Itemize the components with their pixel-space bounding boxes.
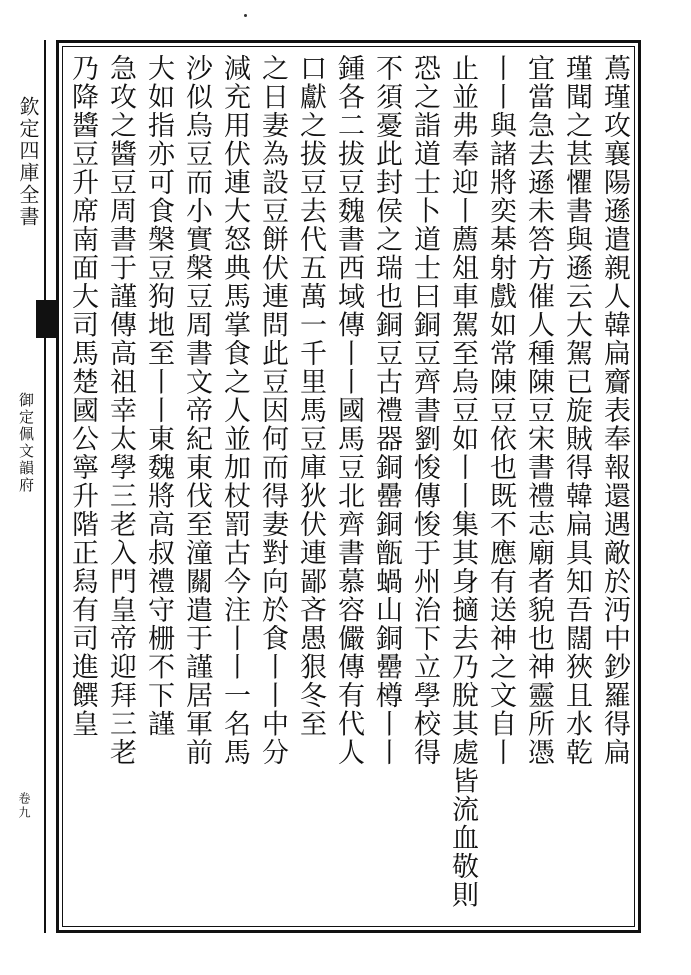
book-title: 欽定四庫全書 xyxy=(16,96,40,228)
text-column-15: 乃降醬豆升席南面大司馬楚國公寧升階正舄有司進饌皇 xyxy=(67,54,98,738)
text-columns xyxy=(67,54,632,924)
text-column-8: 鍾各二拔豆魏書西域傳丨丨國馬豆北齊書慕容儼傳有代人 xyxy=(333,54,364,767)
page-gutter xyxy=(0,40,56,933)
fishtail-marker xyxy=(36,300,56,338)
text-column-10: 之日妻為設豆餅伏連問此豆因何而得妻對向於食丨丨中分 xyxy=(257,54,288,767)
text-column-7: 不須憂此封侯之瑞也銅豆古禮器銅罍銅甑蝸山銅罍樽丨丨 xyxy=(371,54,402,767)
page-number: 卷九 xyxy=(17,792,31,820)
text-column-3: 宜當急去遜未答方催人種陳豆宋書禮志廟者貌也神靈所憑 xyxy=(523,54,554,767)
text-column-5: 止並弗奉迎丨薦俎車駕至烏豆如丨丨集其身擿去乃脫其處皆流血敬則 xyxy=(447,54,478,909)
section-title: 御定佩文韻府 xyxy=(17,392,35,494)
text-column-12: 沙似烏豆而小實槃豆周書文帝紀東伐至潼關遣于謹居軍前 xyxy=(181,54,212,767)
text-column-14: 急攻之醬豆周書于謹傳高祖幸太學三老入門皇帝迎拜三老 xyxy=(105,54,136,767)
text-column-11: 減充用伏連大怒典馬掌食之人並加杖罰古今注丨丨一名馬 xyxy=(219,54,250,767)
text-column-9: 口獻之拔豆去代五萬一千里馬豆庫狄伏連鄙吝愚狠冬至 xyxy=(295,54,326,738)
text-column-4: 丨丨與諸將奕棊射戲如常陳豆依也既不應有送神之文自丨 xyxy=(485,54,516,767)
gutter-rule xyxy=(44,40,46,933)
text-column-2: 瑾聞之甚懼書與遜云大駕已旋賊得韓扁具知吾闊狹且水乾 xyxy=(561,54,592,767)
ink-speck xyxy=(244,14,247,17)
text-column-1: 蔦瑾攻襄陽遜遣親人韓扁齎表奉報還遇敵於沔中鈔羅得扁 xyxy=(599,54,630,767)
text-column-6: 恐之詣道士卜道士曰銅豆齊書劉悛傳悛于州治下立學校得 xyxy=(409,54,440,767)
text-column-13: 大如指亦可食槃豆狗地至丨丨東魏將高叔禮守栅不下謹 xyxy=(143,54,174,738)
